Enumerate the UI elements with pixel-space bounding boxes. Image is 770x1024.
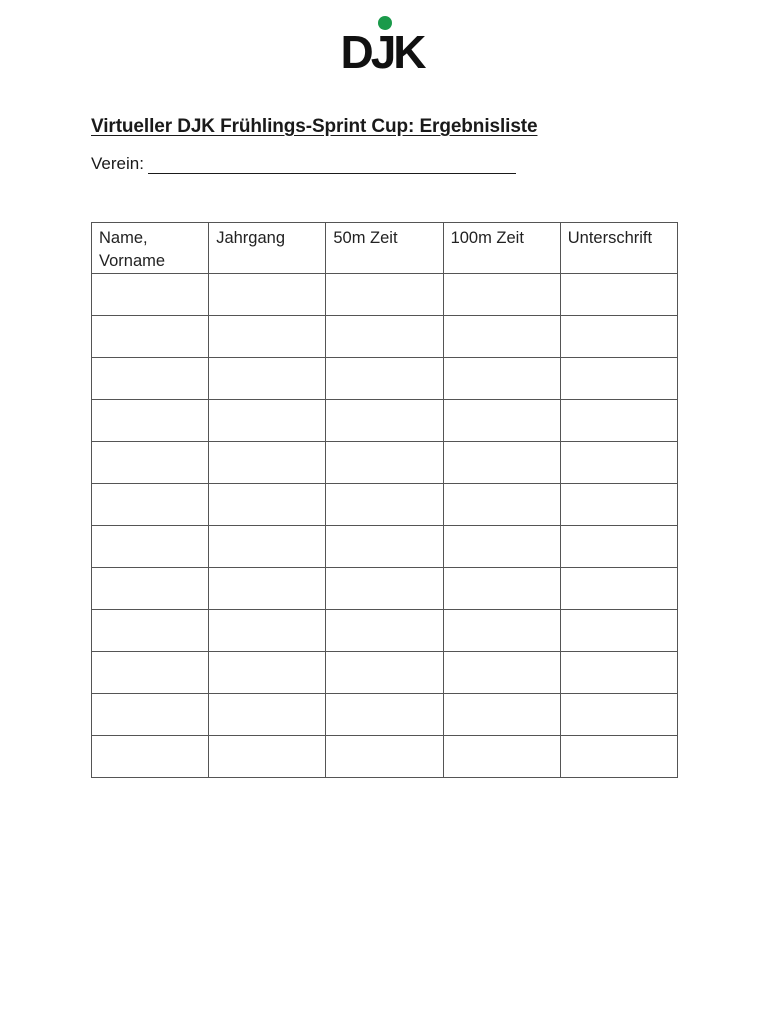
table-cell[interactable] — [326, 400, 443, 442]
header-50m: 50m Zeit — [326, 223, 443, 274]
table-cell[interactable] — [443, 526, 560, 568]
table-row — [92, 736, 678, 778]
verein-blank-field[interactable] — [148, 155, 516, 174]
table-row — [92, 694, 678, 736]
table-cell[interactable] — [560, 610, 677, 652]
table-row — [92, 610, 678, 652]
table-cell[interactable] — [92, 358, 209, 400]
table-cell[interactable] — [326, 526, 443, 568]
table-cell[interactable] — [209, 652, 326, 694]
table-row — [92, 526, 678, 568]
header-unterschrift: Unterschrift — [560, 223, 677, 274]
table-cell[interactable] — [443, 316, 560, 358]
table-cell[interactable] — [560, 400, 677, 442]
table-cell[interactable] — [92, 274, 209, 316]
table-cell[interactable] — [560, 694, 677, 736]
table-cell[interactable] — [92, 568, 209, 610]
table-cell[interactable] — [443, 274, 560, 316]
table-cell[interactable] — [443, 610, 560, 652]
verein-label: Verein: — [91, 154, 144, 173]
table-cell[interactable] — [560, 484, 677, 526]
table-cell[interactable] — [560, 736, 677, 778]
results-body — [92, 274, 678, 778]
table-cell[interactable] — [92, 442, 209, 484]
header-row — [92, 223, 678, 274]
table-row — [92, 442, 678, 484]
table-row — [92, 484, 678, 526]
table-cell[interactable] — [326, 694, 443, 736]
header-name: Name, Vorname — [92, 223, 209, 274]
table-cell[interactable] — [209, 526, 326, 568]
table-cell[interactable] — [209, 694, 326, 736]
table-cell[interactable] — [326, 610, 443, 652]
table-cell[interactable] — [443, 694, 560, 736]
djk-logo — [330, 14, 440, 78]
table-cell[interactable] — [560, 316, 677, 358]
verein-line — [91, 154, 516, 174]
table-cell[interactable] — [92, 610, 209, 652]
table-cell[interactable] — [92, 316, 209, 358]
table-cell[interactable] — [443, 400, 560, 442]
table-cell[interactable] — [326, 736, 443, 778]
table-cell[interactable] — [209, 274, 326, 316]
table-cell[interactable] — [560, 568, 677, 610]
table-cell[interactable] — [560, 442, 677, 484]
table-cell[interactable] — [92, 400, 209, 442]
table-cell[interactable] — [326, 442, 443, 484]
table-cell[interactable] — [560, 358, 677, 400]
table-cell[interactable] — [443, 442, 560, 484]
table-cell[interactable] — [92, 652, 209, 694]
table-cell[interactable] — [92, 526, 209, 568]
table-cell[interactable] — [326, 274, 443, 316]
table-cell[interactable] — [209, 400, 326, 442]
logo-text: DJK — [340, 26, 424, 78]
table-cell[interactable] — [326, 484, 443, 526]
page-title: Virtueller DJK Frühlings-Sprint Cup: Ergebnisliste — [91, 116, 538, 137]
table-cell[interactable] — [209, 568, 326, 610]
table-cell[interactable] — [443, 652, 560, 694]
table-cell[interactable] — [560, 652, 677, 694]
table-cell[interactable] — [209, 442, 326, 484]
table-row — [92, 274, 678, 316]
table-cell[interactable] — [326, 358, 443, 400]
table-cell[interactable] — [209, 610, 326, 652]
table-cell[interactable] — [209, 358, 326, 400]
table-cell[interactable] — [443, 736, 560, 778]
table-cell[interactable] — [443, 484, 560, 526]
results-table — [91, 222, 678, 778]
table-cell[interactable] — [560, 274, 677, 316]
table-row — [92, 400, 678, 442]
header-100m: 100m Zeit — [443, 223, 560, 274]
table-cell[interactable] — [209, 484, 326, 526]
table-cell[interactable] — [209, 736, 326, 778]
table-row — [92, 652, 678, 694]
table-row — [92, 358, 678, 400]
table-cell[interactable] — [443, 358, 560, 400]
table-row — [92, 316, 678, 358]
table-cell[interactable] — [326, 652, 443, 694]
table-cell[interactable] — [209, 316, 326, 358]
table-cell[interactable] — [92, 736, 209, 778]
table-cell[interactable] — [560, 526, 677, 568]
table-cell[interactable] — [92, 484, 209, 526]
table-cell[interactable] — [443, 568, 560, 610]
table-cell[interactable] — [326, 316, 443, 358]
header-jahrgang: Jahrgang — [209, 223, 326, 274]
table-cell[interactable] — [326, 568, 443, 610]
table-row — [92, 568, 678, 610]
table-cell[interactable] — [92, 694, 209, 736]
